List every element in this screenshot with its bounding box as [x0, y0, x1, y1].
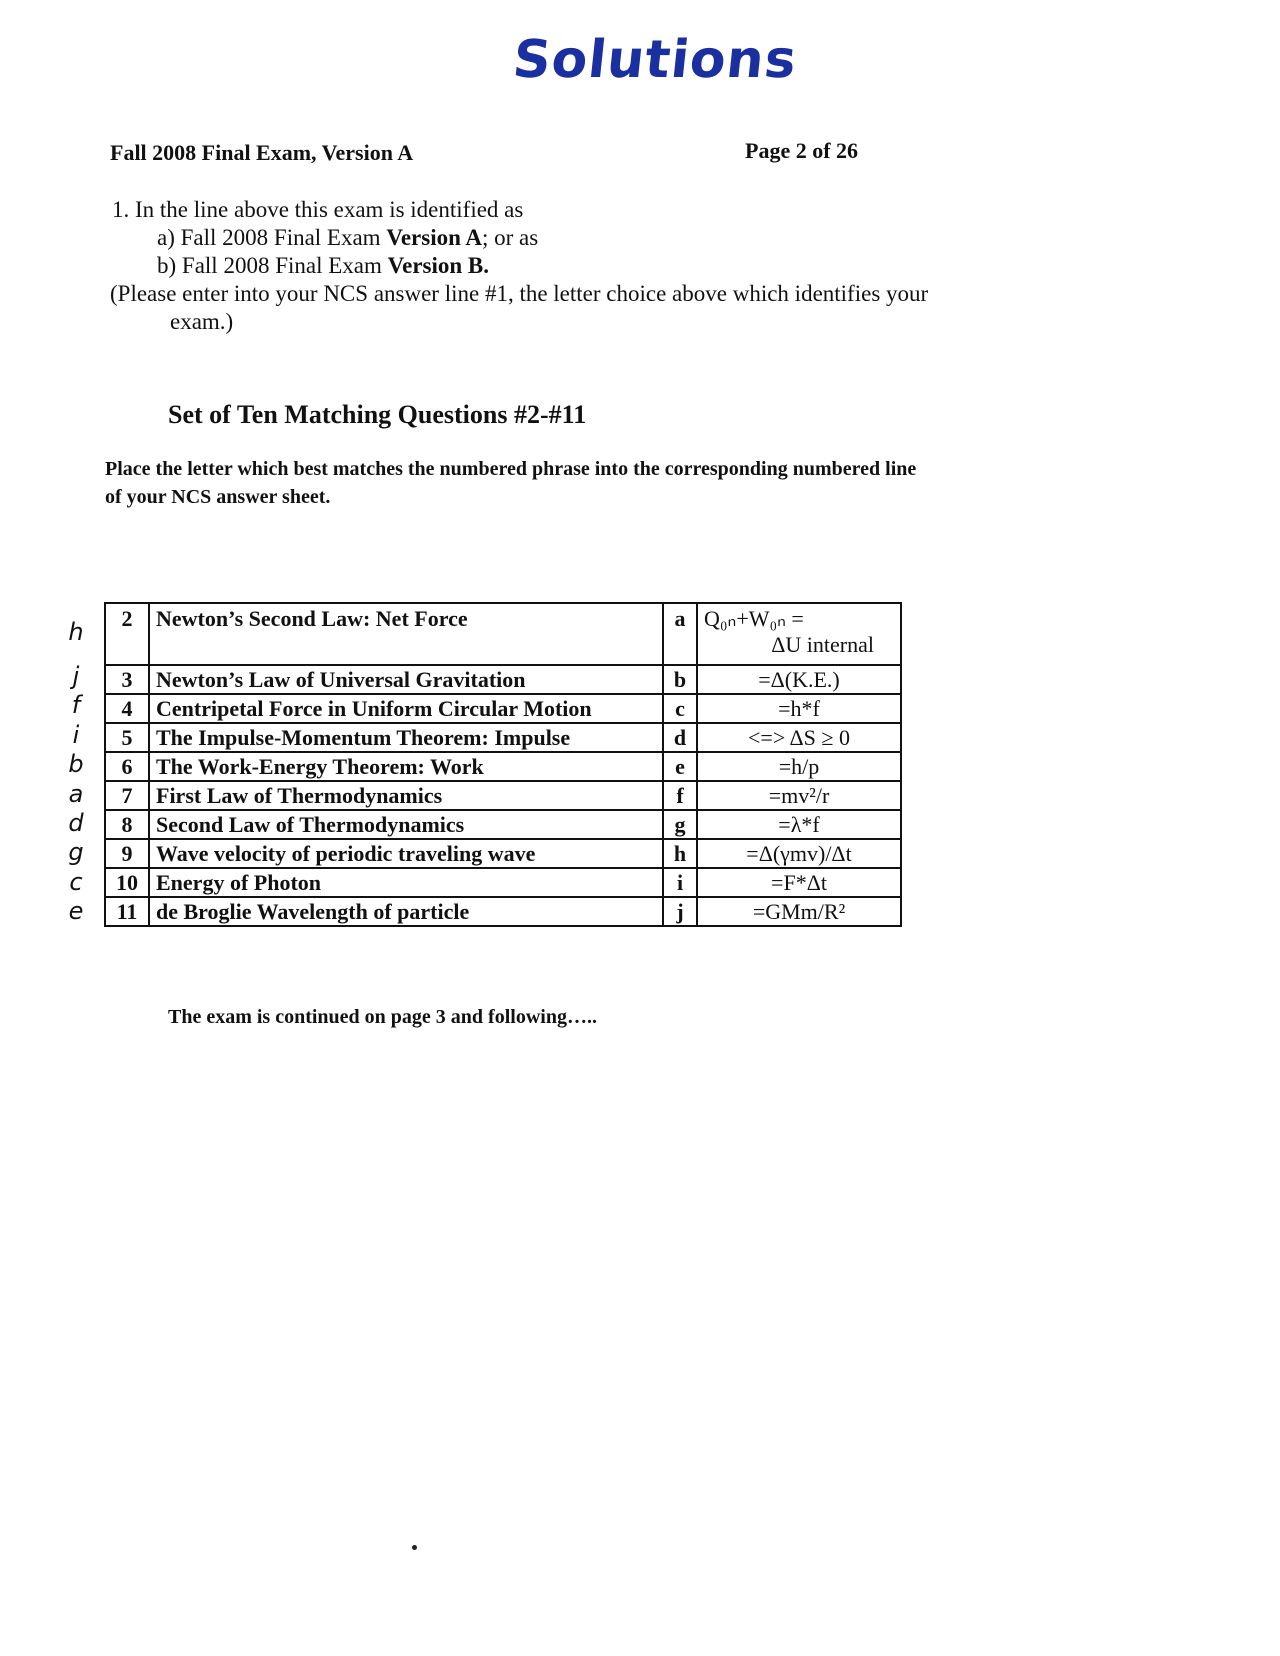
- phrase: Newton’s Law of Universal Gravitation: [149, 665, 663, 694]
- phrase: The Impulse-Momentum Theorem: Impulse: [149, 723, 663, 752]
- question-number: 5: [105, 723, 149, 752]
- handwritten-answer: g: [68, 838, 84, 867]
- question-number: 8: [105, 810, 149, 839]
- question-number: 2: [105, 603, 149, 665]
- question-1-stem: 1. In the line above this exam is identified as: [112, 197, 524, 222]
- matching-table: [104, 602, 902, 927]
- table-row: [105, 810, 901, 839]
- phrase: Energy of Photon: [149, 868, 663, 897]
- exam-title: Fall 2008 Final Exam, Version A: [110, 140, 414, 165]
- formula: =GMm/R²: [697, 897, 901, 926]
- question-number: 4: [105, 694, 149, 723]
- table-row: [105, 897, 901, 926]
- table-row: [105, 723, 901, 752]
- formula: =Δ(γmv)/Δt: [697, 839, 901, 868]
- option-a-prefix: a) Fall 2008 Final Exam: [157, 225, 387, 250]
- handwritten-answer: a: [68, 779, 84, 808]
- table-row: [105, 665, 901, 694]
- instructions: Place the letter which best matches the numbered phrase into the corresponding numbered line of your NCS answer sheet.: [105, 458, 917, 508]
- handwritten-answer: j: [72, 662, 80, 690]
- formula: =λ*f: [697, 810, 901, 839]
- question-1: [112, 196, 928, 336]
- formula: =F*Δt: [697, 868, 901, 897]
- formula-bottom: ΔU internal: [771, 632, 874, 657]
- question-1-note: (Please enter into your NCS answer line #1, the letter choice above which identifies your: [110, 281, 929, 306]
- option-b-prefix: b) Fall 2008 Final Exam: [157, 253, 388, 278]
- question-1-option-b: [112, 252, 928, 280]
- phrase: Second Law of Thermodynamics: [149, 810, 663, 839]
- choice-letter: f: [663, 781, 697, 810]
- choice-letter: d: [663, 723, 697, 752]
- formula: =mv²/r: [697, 781, 901, 810]
- formula: =h*f: [697, 694, 901, 723]
- choice-letter: g: [663, 810, 697, 839]
- phrase: de Broglie Wavelength of particle: [149, 897, 663, 926]
- choice-letter: a: [663, 603, 697, 665]
- handwritten-solutions-title: Solutions: [510, 30, 800, 90]
- table-row: [105, 868, 901, 897]
- formula: <=> ΔS ≥ 0: [697, 723, 901, 752]
- continued-note: The exam is continued on page 3 and following…..: [168, 1006, 597, 1028]
- choice-letter: j: [663, 897, 697, 926]
- phrase: The Work-Energy Theorem: Work: [149, 752, 663, 781]
- formula: [697, 603, 901, 665]
- choice-letter: b: [663, 665, 697, 694]
- formula: =h/p: [697, 752, 901, 781]
- option-a-bold: Version A: [386, 225, 482, 250]
- question-1-option-a: [112, 224, 928, 252]
- section-heading: Set of Ten Matching Questions #2-#11: [168, 400, 587, 429]
- question-number: 6: [105, 752, 149, 781]
- option-a-suffix: ; or as: [481, 225, 539, 250]
- handwritten-answer: c: [69, 867, 83, 896]
- table-row: [105, 603, 901, 665]
- question-number: 10: [105, 868, 149, 897]
- formula-top: Q₀ₙ+W₀ₙ =: [704, 606, 804, 631]
- option-b-bold: Version B.: [387, 253, 490, 278]
- phrase: First Law of Thermodynamics: [149, 781, 663, 810]
- question-number: 9: [105, 839, 149, 868]
- handwritten-answer: i: [72, 720, 80, 749]
- formula: =Δ(K.E.): [697, 665, 901, 694]
- choice-letter: i: [663, 868, 697, 897]
- question-number: 7: [105, 781, 149, 810]
- choice-letter: e: [663, 752, 697, 781]
- question-1-note-continued: exam.): [170, 309, 234, 334]
- question-number: 3: [105, 665, 149, 694]
- phrase: Centripetal Force in Uniform Circular Motion: [149, 694, 663, 723]
- table-row: [105, 752, 901, 781]
- phrase: Wave velocity of periodic traveling wave: [149, 839, 663, 868]
- handwritten-answer: e: [68, 897, 84, 926]
- phrase: Newton’s Second Law: Net Force: [149, 603, 663, 665]
- table-row: [105, 781, 901, 810]
- scan-speck: [412, 1545, 417, 1550]
- handwritten-answer: b: [68, 750, 84, 779]
- handwritten-answers: [54, 602, 98, 927]
- table-row: [105, 694, 901, 723]
- handwritten-answer: f: [71, 691, 81, 720]
- page-number: Page 2 of 26: [745, 138, 859, 163]
- choice-letter: h: [663, 839, 697, 868]
- choice-letter: c: [663, 694, 697, 723]
- question-number: 11: [105, 897, 149, 926]
- handwritten-answer: d: [68, 808, 84, 837]
- table-row: [105, 839, 901, 868]
- handwritten-answer: h: [68, 618, 84, 646]
